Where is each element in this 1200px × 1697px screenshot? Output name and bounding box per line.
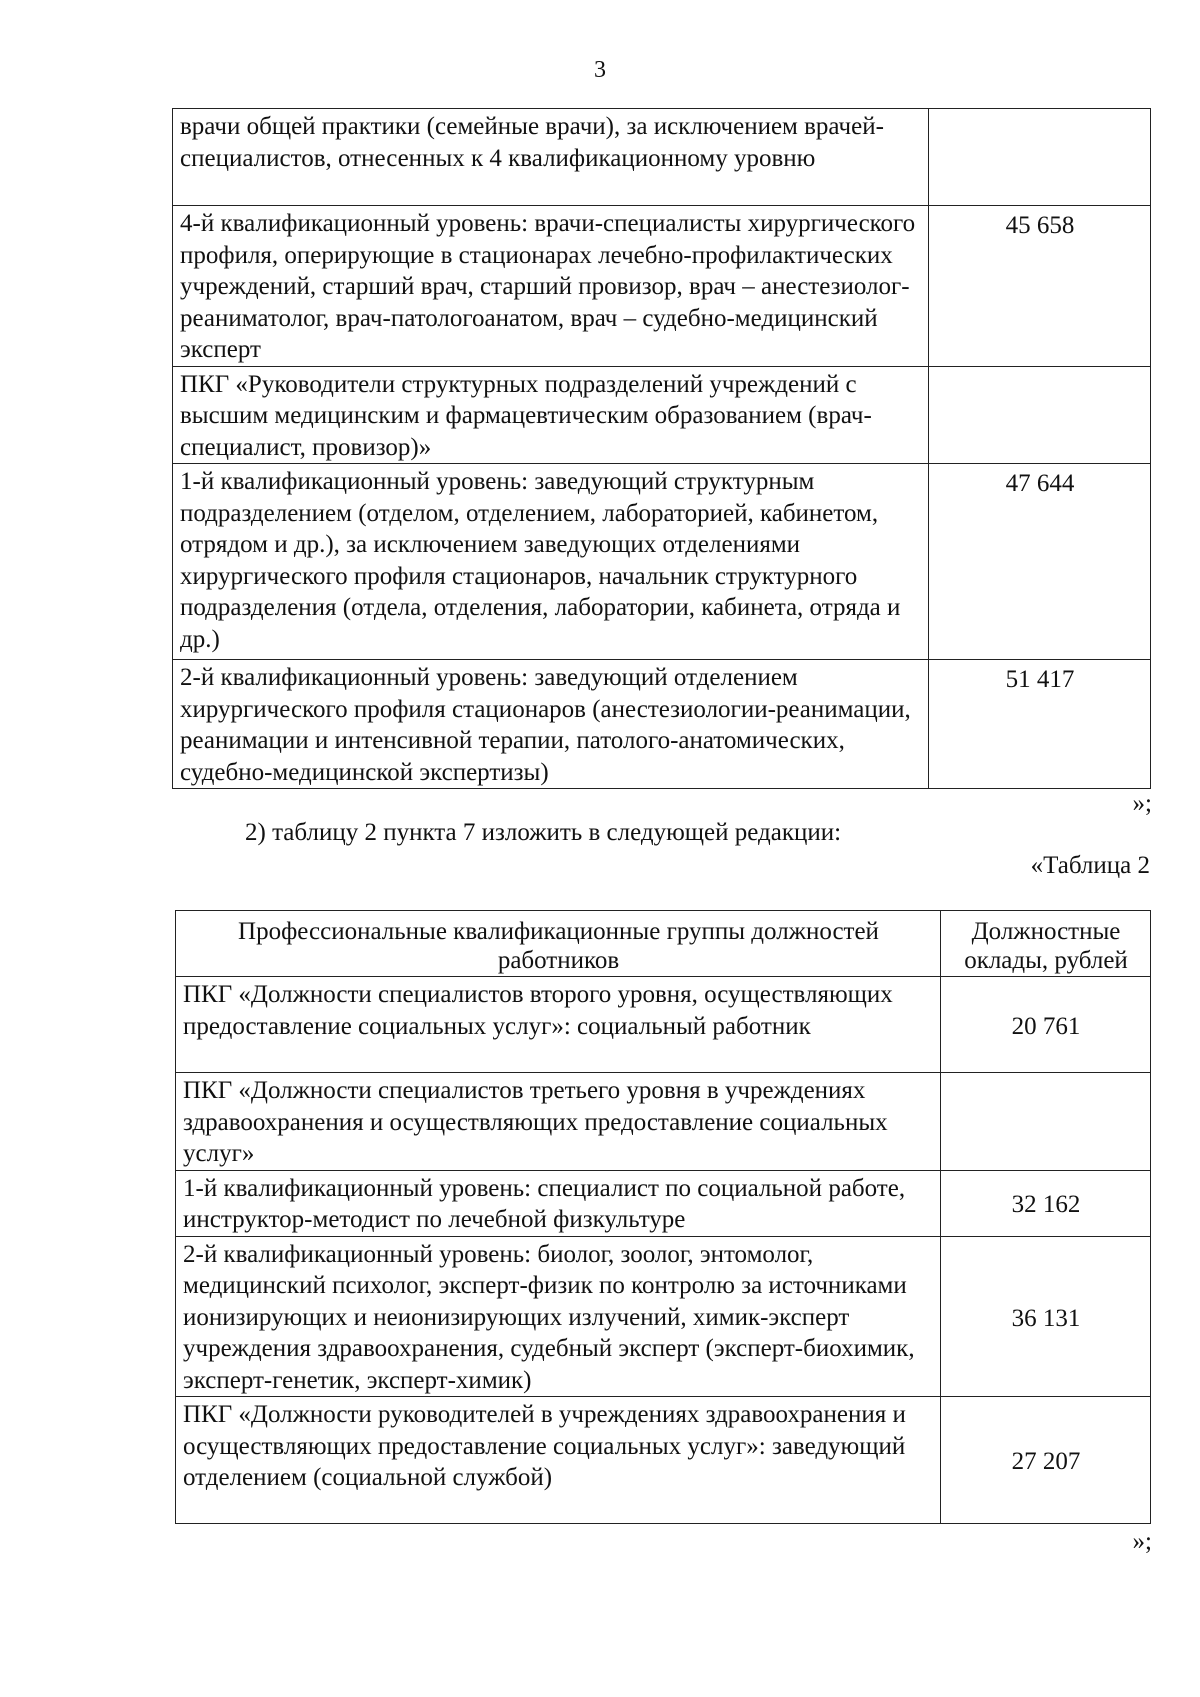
salary-cell: 27 207 — [941, 1397, 1151, 1524]
position-cell: ПКГ «Должности специалистов второго уровня, осуществляющих предоставление социальных услуг»: социальный работник — [176, 977, 941, 1073]
position-cell: 1-й квалификационный уровень: заведующий структурным подразделением (отделом, отделением, лабораторией, кабинетом, отрядом и др.), за исключением заведующих отделениями хирургического профиля стационаров, начальник структурного подразделения (отдела, отделения, лаборатории, кабинета, отряда и др.) — [173, 464, 929, 660]
table-row — [176, 1170, 1151, 1236]
salary-cell — [929, 109, 1151, 206]
position-cell: 2-й квалификационный уровень: заведующий отделением хирургического профиля стационаров (анестезиологии-реанимации, реанимации и интенсивной терапии, патолого-анатомических, судебно-медицинской экспертизы) — [173, 660, 929, 789]
table-row — [176, 1397, 1151, 1524]
position-cell: ПКГ «Должности руководителей в учреждениях здравоохранения и осуществляющих предоставление социальных услуг»: заведующий отделением (социальной службой) — [176, 1397, 941, 1524]
table-row — [176, 1073, 1151, 1171]
table-caption: «Таблица 2 — [1030, 852, 1150, 879]
closing-quote-mark: »; — [1132, 1528, 1152, 1555]
table-row — [173, 660, 1151, 789]
table-row — [176, 977, 1151, 1073]
column-header-salary: Должностные оклады, рублей — [941, 911, 1151, 977]
column-header-groups: Профессиональные квалификационные группы должностей работников — [176, 911, 941, 977]
salary-table-continued — [172, 108, 1151, 789]
salary-cell — [941, 1073, 1151, 1171]
amendment-instruction: 2) таблицу 2 пункта 7 изложить в следующей редакции: — [245, 819, 842, 846]
table-row — [173, 206, 1151, 367]
position-cell: врачи общей практики (семейные врачи), за исключением врачей-специалистов, отнесенных к 4 квалификационному уровню — [173, 109, 929, 206]
salary-cell — [929, 366, 1151, 464]
page-number: 3 — [594, 57, 606, 83]
salary-cell: 36 131 — [941, 1236, 1151, 1397]
position-cell: ПКГ «Должности специалистов третьего уровня в учреждениях здравоохранения и осуществляющих предоставление социальных услуг» — [176, 1073, 941, 1171]
table-row — [176, 1236, 1151, 1397]
table-row — [173, 109, 1151, 206]
closing-quote-mark: »; — [1132, 790, 1152, 817]
position-cell: 4-й квалификационный уровень: врачи-специалисты хирургического профиля, оперирующие в стационарах лечебно-профилактических учреждений, старший врач, старший провизор, врач – анестезиолог-реаниматолог, врач-патологоанатом, врач – судебно-медицинский эксперт — [173, 206, 929, 367]
salary-cell: 20 761 — [941, 977, 1151, 1073]
salary-cell: 45 658 — [929, 206, 1151, 367]
table-row — [173, 464, 1151, 660]
position-cell: 1-й квалификационный уровень: специалист по социальной работе, инструктор-методист по лечебной физкультуре — [176, 1170, 941, 1236]
salary-cell: 32 162 — [941, 1170, 1151, 1236]
salary-cell: 51 417 — [929, 660, 1151, 789]
salary-cell: 47 644 — [929, 464, 1151, 660]
salary-table-2 — [175, 910, 1151, 1524]
table-header-row — [176, 911, 1151, 977]
table-row — [173, 366, 1151, 464]
position-cell: ПКГ «Руководители структурных подразделений учреждений с высшим медицинским и фармацевтическим образованием (врач-специалист, провизор)» — [173, 366, 929, 464]
position-cell: 2-й квалификационный уровень: биолог, зоолог, энтомолог, медицинский психолог, эксперт-физик по контролю за источниками ионизирующих и неионизирующих излучений, химик-эксперт учреждения здравоохранения, судебный эксперт (эксперт-биохимик, эксперт-генетик, эксперт-химик) — [176, 1236, 941, 1397]
